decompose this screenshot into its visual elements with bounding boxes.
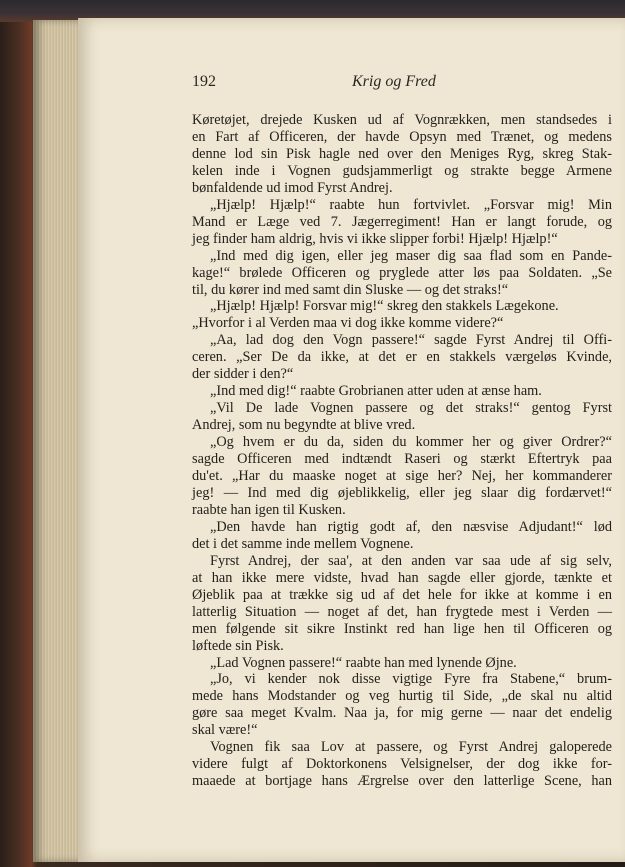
text-line: „Ind med dig igen, eller jeg maser dig saa flad som en Pande- bbox=[210, 247, 612, 264]
page-number: 192 bbox=[192, 73, 216, 90]
text-line: jeg finder ham aldrig, hvis vi ikke slipper forbi! Hjælp! Hjælp!“ bbox=[192, 230, 558, 247]
text-line: Øjeblik paa at trække sig ud af det hele for ikke at komme i en bbox=[192, 586, 612, 603]
page-edges bbox=[33, 20, 83, 862]
body-text bbox=[192, 112, 612, 790]
text-line: at han ikke mere vidste, hvad han sagde eller gjorde, tænkte et bbox=[192, 569, 612, 586]
text-line: Fyrst Andrej, der saa', at den anden var saa ude af sig selv, bbox=[210, 552, 612, 569]
text-line: „Hjælp! Hjælp! Forsvar mig!“ skreg den stakkels Lægekone. bbox=[210, 298, 559, 315]
text-line: „Ind med dig!“ raabte Grobrianen atter uden at ænse ham. bbox=[210, 383, 542, 400]
text-line: bønfaldende ud imod Fyrst Andrej. bbox=[192, 179, 393, 196]
text-line: „Den havde han rigtig godt af, den næsvise Adjudant!“ lød bbox=[210, 518, 612, 535]
text-line: ceren. „Ser De da ikke, at det er en stakkels værgeløs Kvinde, bbox=[192, 349, 612, 366]
text-line: Køretøjet, drejede Kusken ud af Vognrækken, men standsedes i bbox=[192, 112, 612, 128]
text-line: „Aa, lad dog den Vogn passere!“ sagde Fyrst Andrej til Offi- bbox=[210, 332, 612, 349]
text-line: „Og hvem er du da, siden du kommer her og giver Ordrer?“ bbox=[210, 434, 612, 451]
page-header bbox=[78, 73, 625, 97]
text-line: „Jo, vi kender nok disse vigtige Fyre fra Stabene,“ brum- bbox=[210, 671, 612, 688]
text-line: det i det samme inde mellem Vognene. bbox=[192, 535, 414, 552]
text-line: videre fulgt af Doktorkonens Velsignelser, der dog ikke for- bbox=[192, 756, 612, 773]
text-line: „Hvorfor i al Verden maa vi dog ikke komme videre?“ bbox=[192, 315, 504, 332]
running-title: Krig og Fred bbox=[352, 73, 436, 90]
text-line: „Vil De lade Vognen passere og det straks!“ gentog Fyrst bbox=[210, 400, 612, 417]
text-line: gøre saa meget Kvalm. Naa ja, for mig gerne — naar det endelig bbox=[192, 705, 612, 722]
text-line: latterlig Situation — noget af det, han frygtede mest i Verden — bbox=[192, 603, 612, 620]
text-line: men følgende sit sikre Instinkt red han lige hen til Officeren og bbox=[192, 620, 612, 637]
text-line: kelen inde i Vognen gudsjammerligt og strakte begge Armene bbox=[192, 162, 612, 179]
text-line: mede hans Modstander og veg hurtig til Side, „de skal nu altid bbox=[192, 688, 612, 705]
text-line: kage!“ brølede Officeren og pryglede atter løs paa Soldaten. „Se bbox=[192, 264, 612, 281]
text-line: raabte han igen til Kusken. bbox=[192, 501, 346, 518]
text-line: en Fart af Officeren, der havde Opsyn med Trænet, og medens bbox=[192, 128, 612, 145]
text-line: maaede at bortjage hans Ærgrelse over den latterlige Scene, han bbox=[192, 773, 612, 790]
text-line: denne lod sin Pisk hagle ned over den Meniges Ryg, skreg Stak- bbox=[192, 145, 612, 162]
text-line: løftede sin Pisk. bbox=[192, 637, 284, 654]
text-line: „Lad Vognen passere!“ raabte han med lynende Øjne. bbox=[210, 654, 517, 671]
text-line: Andrej, som nu begyndte at blive vred. bbox=[192, 417, 416, 434]
text-line: du'et. „Har du maaske noget at sige her? Nej, her kommanderer bbox=[192, 468, 612, 485]
book-page bbox=[78, 18, 625, 862]
text-line: Mand er Læge ved 7. Jægerregiment! Han er langt forude, og bbox=[192, 213, 612, 230]
text-line: „Hjælp! Hjælp!“ raabte hun fortvivlet. „Forsvar mig! Min bbox=[210, 196, 612, 213]
text-line: til, du kører ind med samt din Sluske — og det straks!“ bbox=[192, 281, 509, 298]
text-line: sagde Officeren med indtændt Raseri og stærkt Eftertryk paa bbox=[192, 451, 612, 468]
text-line: jeg! — Ind med dig øjeblikkelig, eller jeg slaar dig fordærvet!“ bbox=[192, 484, 612, 501]
text-line: der sidder i den?“ bbox=[192, 366, 294, 383]
text-line: skal være!“ bbox=[192, 722, 258, 739]
text-line: Vognen fik saa Lov at passere, og Fyrst Andrej galoperede bbox=[210, 739, 612, 756]
